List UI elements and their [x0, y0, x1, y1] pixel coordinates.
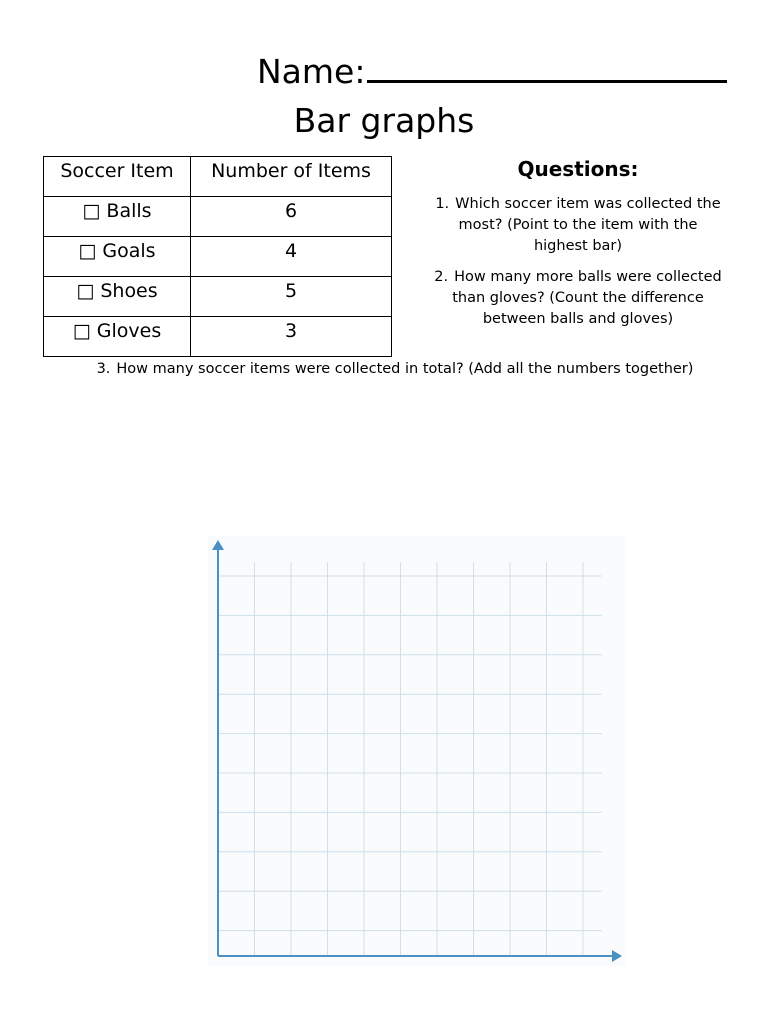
name-label: Name: — [257, 52, 366, 91]
question-number: 1. — [435, 196, 450, 212]
table-header: Soccer Item — [44, 157, 191, 197]
table-row — [44, 237, 392, 277]
name-field — [257, 44, 727, 94]
item-cell: □ Shoes — [44, 277, 191, 317]
page-title: Bar graphs — [293, 101, 475, 140]
question-text: Which soccer item was collected the most? (Point to the item with the highest bar) — [455, 196, 721, 254]
item-cell: □ Balls — [44, 197, 191, 237]
table-row — [44, 277, 392, 317]
blank-bar-graph[interactable] — [200, 530, 630, 970]
question-item — [0, 359, 768, 380]
count-cell: 3 — [191, 317, 392, 357]
table-row — [44, 197, 392, 237]
questions-heading: Questions: — [517, 157, 639, 181]
count-cell: 6 — [191, 197, 392, 237]
count-cell: 5 — [191, 277, 392, 317]
questions-panel — [432, 155, 724, 330]
question-item — [432, 194, 724, 257]
table-header-row — [44, 157, 392, 197]
question-text: How many more balls were collected than gloves? (Count the difference between balls and gloves) — [452, 269, 722, 327]
table-header: Number of Items — [191, 157, 392, 197]
table-row — [44, 317, 392, 357]
item-cell: □ Goals — [44, 237, 191, 277]
question-item — [432, 267, 724, 330]
question-number: 3. — [96, 361, 111, 377]
graph-background — [208, 536, 626, 966]
question-number: 2. — [434, 269, 449, 285]
question-text: How many soccer items were collected in total? (Add all the numbers together) — [116, 361, 694, 377]
name-blank-line[interactable] — [367, 44, 727, 83]
count-cell: 4 — [191, 237, 392, 277]
item-cell: □ Gloves — [44, 317, 191, 357]
data-table — [43, 156, 392, 357]
